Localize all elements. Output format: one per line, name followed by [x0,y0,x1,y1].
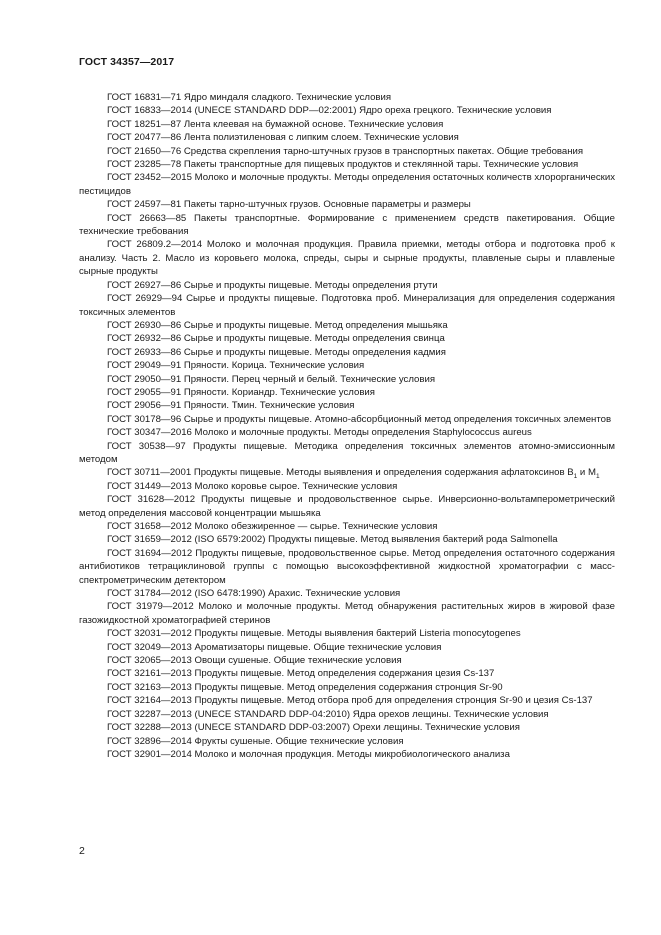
reference-item: ГОСТ 24597—81 Пакеты тарно-штучных грузов. Основные параметры и размеры [107,199,471,211]
reference-item: ГОСТ 31979—2012 Молоко и молочные продукты. Метод обнаружения растительных жиров в жировой фазе газожидкостной хроматографией стеринов [79,601,615,626]
reference-item: ГОСТ 32164—2013 Продукты пищевые. Метод отбора проб для определения стронция Sr-90 и цезия Cs-137 [107,695,593,707]
reference-item: ГОСТ 23285—78 Пакеты транспортные для пищевых продуктов и стеклянной тары. Технические условия [107,159,579,171]
reference-item: ГОСТ 32901—2014 Молоко и молочная продукция. Методы микробиологического анализа [107,748,510,760]
reference-item: ГОСТ 21650—76 Средства скрепления тарно-штучных грузов в транспортных пакетах. Общие требования [107,145,584,157]
reference-item: ГОСТ 23452—2015 Молоко и молочные продукты. Методы определения остаточных количеств хлорорганических пестицидов [79,172,615,197]
reference-item: ГОСТ 32049—2013 Ароматизаторы пищевые. Общие технические условия [107,641,442,653]
reference-item: ГОСТ 26930—86 Сырье и продукты пищевые. Метод определения мышьяка [107,319,448,331]
reference-item: ГОСТ 26932—86 Сырье и продукты пищевые. Методы определения свинца [107,333,445,345]
reference-item: ГОСТ 20477—86 Лента полиэтиленовая с липким слоем. Технические условия [107,132,459,144]
reference-item: ГОСТ 32065—2013 Овощи сушеные. Общие технические условия [107,655,402,667]
reference-item: ГОСТ 31694—2012 Продукты пищевые, продовольственное сырье. Метод определения остаточного содержания антибиотиков тетрациклиновой группы с помощью высокоэффективной жидкостной хроматографии с масс-спектрометрическим детектором [79,547,615,586]
reference-item: ГОСТ 30347—2016 Молоко и молочные продукты. Методы определения Staphylococcus aureus [107,427,532,439]
reference-item: ГОСТ 26663—85 Пакеты транспортные. Формирование с применением средств пакетирования. Общие технические требования [79,212,615,238]
page-number: 2 [79,845,85,857]
reference-item: ГОСТ 31659—2012 (ISO 6579:2002) Продукты пищевые. Метод выявления бактерий рода Salmonella [107,534,558,546]
reference-item: ГОСТ 16831—71 Ядро миндаля сладкого. Технические условия [107,92,392,103]
reference-item: ГОСТ 26927—86 Сырье и продукты пищевые. Методы определения ртути [107,279,438,291]
subscript: 1 [573,473,578,481]
normative-references-list [79,91,615,761]
reference-item: ГОСТ 26933—86 Сырье и продукты пищевые. Методы определения кадмия [107,346,446,358]
reference-item: ГОСТ 30178—96 Сырье и продукты пищевые. Атомно-абсорбционный метод определения токсичных элементов [107,413,612,425]
reference-item: ГОСТ 32287—2013 (UNECE STANDARD DDP-04:2010) Ядра орехов лещины. Технические условия [107,708,549,720]
reference-item: ГОСТ 26929—94 Сырье и продукты пищевые. Подготовка проб. Минерализация для определения содержания токсичных элементов [79,293,615,318]
reference-item: ГОСТ 32288—2013 (UNECE STANDARD DDP-03:2007) Орехи лещины. Технические условия [107,722,520,734]
reference-item: ГОСТ 29050—91 Пряности. Перец черный и белый. Технические условия [107,373,436,385]
reference-item: ГОСТ 32031—2012 Продукты пищевые. Методы выявления бактерий Listeria monocytogenes [107,628,521,640]
reference-item: ГОСТ 32161—2013 Продукты пищевые. Метод определения содержания цезия Cs-137 [107,668,495,680]
reference-item: ГОСТ 16833—2014 (UNECE STANDARD DDP—02:2001) Ядро ореха грецкого. Технические условия [107,105,552,117]
page-header: ГОСТ 34357—2017 [79,56,175,68]
reference-text: ГОСТ 30711—2001 Продукты пищевые. Методы выявления и определения содержания афлатоксинов B [107,467,574,479]
reference-item-aflatoxin [79,466,615,479]
reference-item: ГОСТ 18251—87 Лента клеевая на бумажной основе. Технические условия [107,118,444,130]
reference-text: и M [577,467,596,479]
reference-item: ГОСТ 29049—91 Пряности. Корица. Технические условия [107,360,365,372]
reference-item: ГОСТ 31784—2012 (ISO 6478:1990) Арахис. Технические условия [107,588,401,600]
reference-item: ГОСТ 26809.2—2014 Молоко и молочная продукция. Правила приемки, методы отбора и подготовка проб к анализу. Часть 2. Масло из коровьего молока, спреды, сыры и сырные продукты, плавленые сыры и плавленые сырные продукты [79,239,615,278]
reference-item: ГОСТ 32163—2013 Продукты пищевые. Метод определения содержания стронция Sr-90 [107,681,503,693]
reference-item: ГОСТ 31449—2013 Молоко коровье сырое. Технические условия [107,480,398,492]
reference-item: ГОСТ 32896—2014 Фрукты сушеные. Общие технические условия [107,735,404,747]
subscript: 1 [595,473,600,481]
reference-item: ГОСТ 31658—2012 Молоко обезжиренное — сырье. Технические условия [107,521,438,532]
reference-item: ГОСТ 29055—91 Пряности. Кориандр. Технические условия [107,386,375,398]
reference-item: ГОСТ 30538—97 Продукты пищевые. Методика определения токсичных элементов атомно-эмиссионным методом [79,440,615,465]
reference-item: ГОСТ 31628—2012 Продукты пищевые и продовольственное сырье. Инверсионно-вольтамперометрический метод определения массовой концентрации мышьяка [79,494,615,519]
reference-item: ГОСТ 29056—91 Пряности. Тмин. Технические условия [107,400,355,412]
